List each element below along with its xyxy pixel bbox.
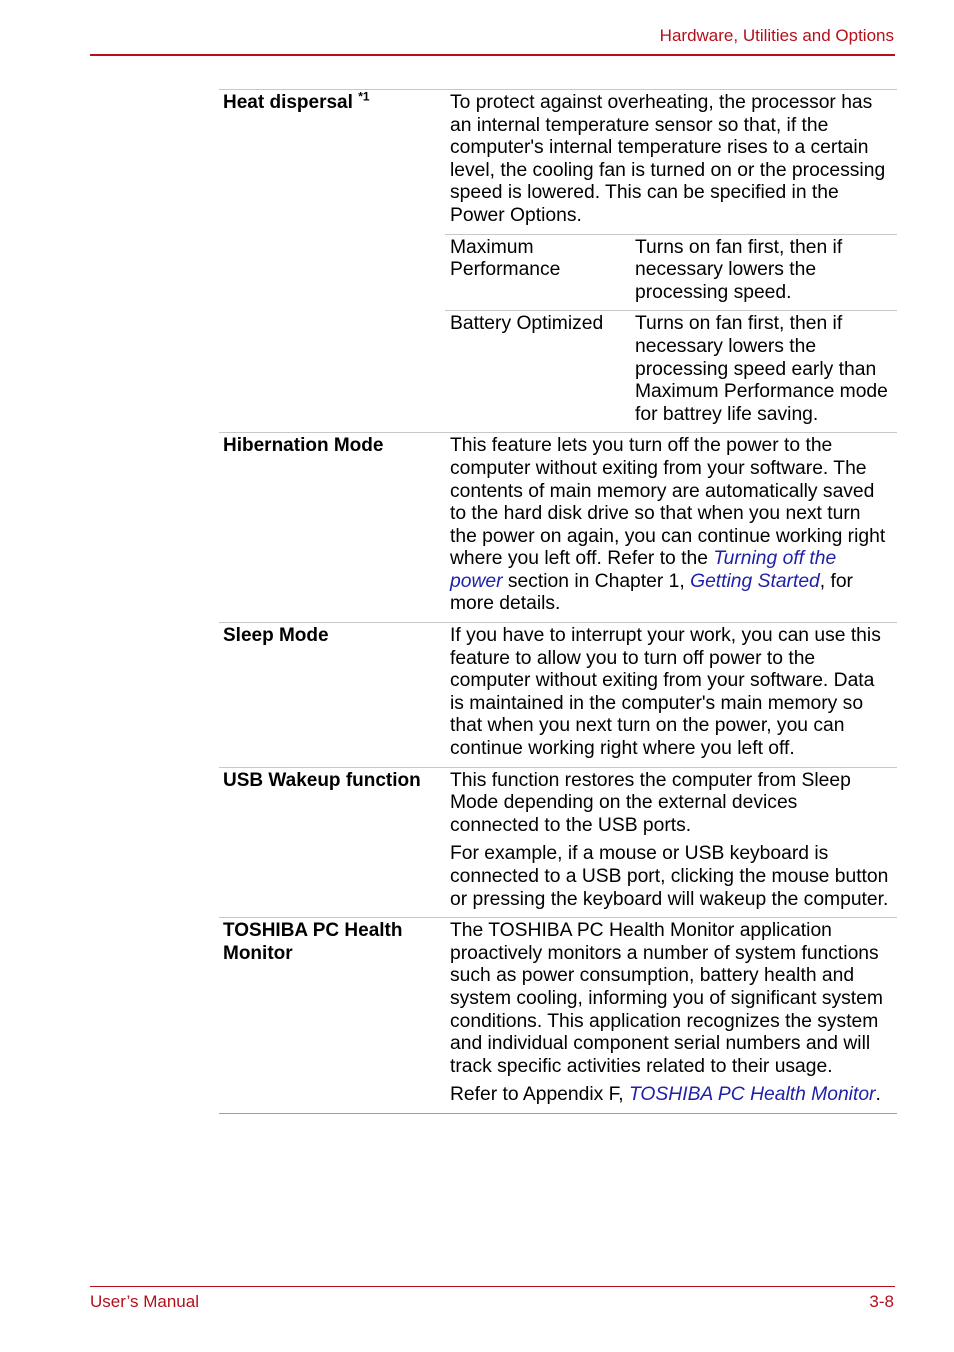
table-row-hibernation-mode (219, 432, 897, 622)
feature-table (219, 89, 897, 1114)
desc-health-monitor (445, 920, 897, 1113)
desc-paragraph: This function restores the computer from Sleep Mode depending on the external devices connected to the USB ports. (450, 769, 851, 836)
subrow-desc: Turns on fan first, then if necessary lowers the processing speed. (635, 236, 843, 303)
desc-usb-wakeup (445, 770, 897, 918)
term-usb-wakeup: USB Wakeup function (223, 769, 421, 791)
term-sleep-mode: Sleep Mode (223, 625, 329, 647)
subrow-battery-optimized (445, 310, 897, 432)
desc-paragraph: If you have to interrupt your work, you can use this feature to allow you to turn off power to the computer without exiting from your software. Data is maintained in the computer's main memory so that when you next turn on the power, you can continue working right where you left off. (450, 625, 881, 760)
desc-text: section in Chapter 1, (502, 570, 691, 592)
subrow-name: Maximum Performance (450, 236, 561, 281)
desc-sleep-mode (445, 625, 897, 767)
page-number: 3-8 (869, 1292, 894, 1311)
link-getting-started[interactable]: Getting Started (690, 570, 820, 592)
desc-paragraph: For example, if a mouse or USB keyboard is connected to a USB port, clicking the mouse button or pressing the keyboard will wakeup the computer. (450, 843, 889, 910)
footer-divider (90, 1286, 895, 1287)
desc-paragraph: To protect against overheating, the processor has an internal temperature sensor so that, if the computer's internal temperature rises to a certain level, the cooling fan is turned on or the processing speed is lowered. This can be specified in the Power Options. (450, 92, 886, 226)
term-heat-dispersal (219, 89, 445, 432)
desc-text: Refer to Appendix F, (450, 1084, 629, 1106)
header-divider (90, 54, 895, 56)
desc-text: . (875, 1084, 881, 1106)
link-health-monitor[interactable]: TOSHIBA PC Health Monitor (629, 1084, 876, 1106)
term-hibernation-mode: Hibernation Mode (223, 435, 384, 457)
table-row-health-monitor (219, 917, 897, 1114)
footer-manual-title: User’s Manual (90, 1292, 199, 1311)
desc-paragraph (450, 435, 891, 616)
subrow-maximum-performance (445, 234, 897, 311)
table-row-sleep-mode (219, 622, 897, 767)
term-label: Heat dispersal (223, 92, 353, 113)
link-turning-off-the-power[interactable]: Turning off the power (450, 548, 837, 592)
desc-paragraph: The TOSHIBA PC Health Monitor application proactively monitors a number of system functions such as power consumption, battery health and system cooling, informing you of significant system conditions. This application recognizes the system and individual component serial numbers and will track specific activities related to their usage. (450, 920, 883, 1077)
subrow-name: Battery Optimized (450, 313, 604, 335)
desc-heat-dispersal (445, 92, 897, 432)
table-row-heat-dispersal (219, 89, 897, 432)
desc-text: This feature lets you turn off the power to the computer without exiting from your software. The contents of main memory are automatically saved to the hard disk drive so that when you next turn the power on again, you can continue working right where you left off. Refer to the (450, 435, 886, 570)
subrow-desc: Turns on fan first, then if necessary lowers the processing speed early than Maximum Performance mode for battrey life saving. (635, 313, 888, 425)
term-health-monitor: TOSHIBA PC Health Monitor (223, 920, 403, 964)
footnote-marker[interactable]: *1 (358, 89, 370, 104)
table-row-usb-wakeup (219, 767, 897, 918)
desc-hibernation-mode (445, 435, 897, 622)
page-header-title: Hardware, Utilities and Options (659, 26, 894, 45)
desc-text: , for more details. (450, 570, 853, 615)
desc-paragraph (450, 1084, 891, 1107)
